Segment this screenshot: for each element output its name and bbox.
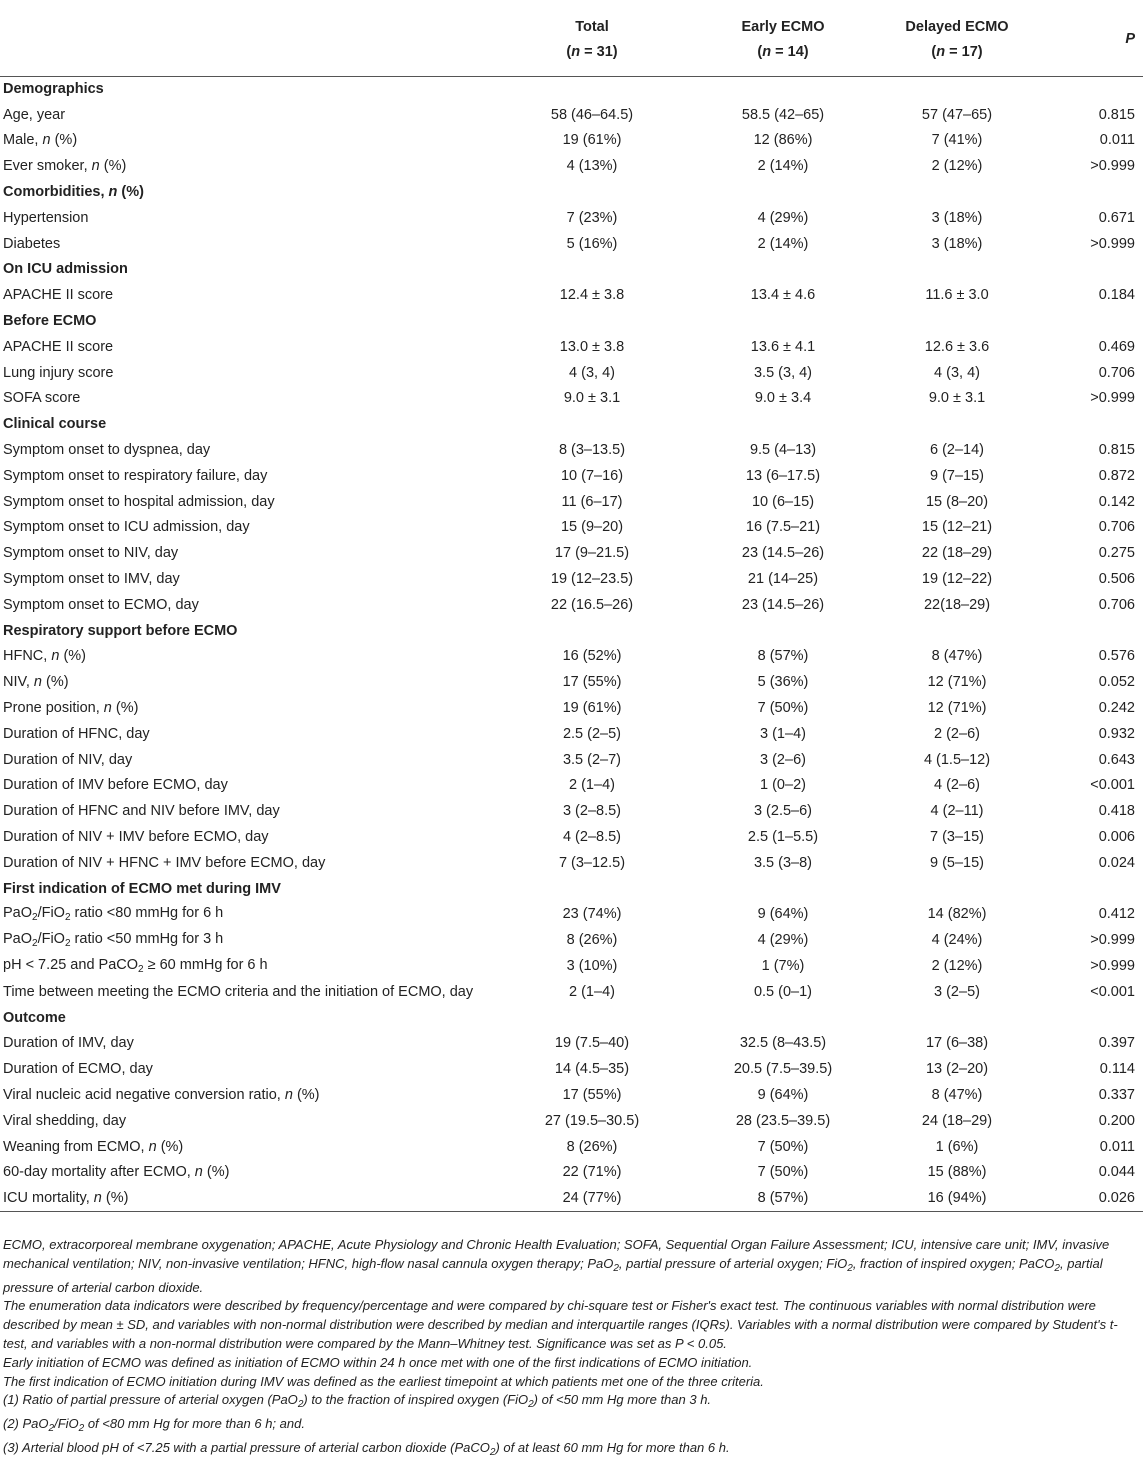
table-row (0, 644, 1143, 670)
footnote: (1) Ratio of partial pressure of arterial oxygen (PaO$_2$) to the fraction of inspired oxygen (FiO$_2$) of <50 mm Hg more than 3 h. (3, 1392, 712, 1411)
table-row (0, 231, 1143, 257)
row-label: Lung injury score (3, 364, 114, 381)
cell-delayed-ecmo: 15 (12–21) (921, 519, 993, 536)
cell-delayed-ecmo: 4 (3, 4) (934, 364, 980, 381)
section-header-row (0, 179, 1143, 205)
cell-total: 2 (1–4) (569, 983, 615, 1000)
cell-total: 27 (19.5–30.5) (544, 1112, 640, 1129)
cell-total: 3 (10%) (566, 957, 618, 974)
cell-delayed-ecmo: 3 (18%) (931, 209, 983, 226)
cell-delayed-ecmo: 8 (47%) (931, 1086, 983, 1103)
cell-total: 5 (16%) (566, 235, 618, 252)
cell-p-value: 0.932 (1098, 725, 1135, 742)
section-header-row (0, 308, 1143, 334)
row-label: Viral shedding, day (3, 1112, 127, 1129)
patient-characteristics-table (0, 4, 1143, 1212)
table-row (0, 850, 1143, 876)
cell-delayed-ecmo: 22 (18–29) (921, 545, 993, 562)
table-row (0, 927, 1143, 953)
cell-early-ecmo: 58.5 (42–65) (741, 106, 825, 123)
cell-p-value: 0.506 (1098, 571, 1135, 588)
cell-delayed-ecmo: 12 (71%) (927, 674, 987, 691)
cell-early-ecmo: 2.5 (1–5.5) (747, 829, 819, 845)
cell-early-ecmo: 28 (23.5–39.5) (735, 1112, 831, 1129)
row-label: HFNC, n (%) (3, 648, 87, 665)
cell-early-ecmo: 3 (1–4) (760, 725, 806, 742)
header-p-value: P (1044, 4, 1143, 76)
row-label: pH < 7.25 and PaCO$_2$ ≥ 60 mmHg for 6 h (3, 956, 268, 975)
cell-total: 9.0 ± 3.1 (563, 390, 621, 407)
cell-total: 12.4 ± 3.8 (559, 287, 625, 304)
cell-delayed-ecmo: 14 (82%) (927, 906, 987, 923)
cell-delayed-ecmo: 12.6 ± 3.6 (924, 338, 990, 355)
cell-early-ecmo: 13.6 ± 4.1 (750, 338, 816, 355)
table-row (0, 1108, 1143, 1134)
cell-delayed-ecmo: 7 (3–15) (929, 829, 984, 845)
cell-p-value: 0.044 (1098, 1164, 1135, 1181)
cell-total: 17 (9–21.5) (554, 545, 630, 562)
cell-total: 17 (55%) (562, 674, 622, 691)
table-row (0, 515, 1143, 541)
row-label: Symptom onset to ECMO, day (3, 596, 199, 613)
table-row (0, 721, 1143, 747)
header-variable (0, 4, 488, 76)
cell-total: 4 (3, 4) (569, 364, 615, 381)
cell-p-value: 0.643 (1098, 751, 1135, 768)
cell-p-value: 0.242 (1098, 700, 1135, 717)
cell-delayed-ecmo: 2 (12%) (931, 158, 983, 175)
cell-p-value: <0.001 (1090, 983, 1135, 1000)
cell-p-value: 0.815 (1098, 106, 1135, 123)
cell-total: 19 (7.5–40) (554, 1035, 630, 1052)
cell-early-ecmo: 3 (2–6) (760, 751, 806, 768)
cell-early-ecmo: 3.5 (3, 4) (753, 364, 813, 381)
cell-delayed-ecmo: 3 (18%) (931, 235, 983, 252)
cell-delayed-ecmo: 24 (18–29) (921, 1112, 993, 1129)
table-row (0, 205, 1143, 231)
cell-early-ecmo: 16 (7.5–21) (745, 519, 821, 536)
row-label: Duration of HFNC and NIV before IMV, day (3, 803, 280, 820)
cell-p-value: 0.815 (1098, 442, 1135, 459)
table-row (0, 902, 1143, 928)
table-row (0, 463, 1143, 489)
footnote: ECMO, extracorporeal membrane oxygenation; APACHE, Acute Physiology and Chronic Health Evaluation; SOFA, Sequential Organ Failure Assessment; ICU, intensive care unit; IMV, invasive mechanical ventilation; NIV, non-invasive ventilation; HFNC, high-flow nasal cannula oxygen therapy; PaO$_2$, partial pressure of arterial oxygen; FiO$_2$, fraction of inspired oxygen; PaCO$_2$, partial pressure of arterial carbon dioxide. (3, 1237, 1110, 1295)
cell-p-value: 0.397 (1098, 1035, 1135, 1052)
cell-delayed-ecmo: 4 (1.5–12) (923, 751, 991, 768)
table-row (0, 128, 1143, 154)
table-row (0, 489, 1143, 515)
table-row (0, 1082, 1143, 1108)
cell-early-ecmo: 13 (6–17.5) (745, 467, 821, 484)
row-label: PaO$_2$/FiO$_2$ ratio <50 mmHg for 3 h (3, 931, 224, 950)
table-row (0, 798, 1143, 824)
cell-early-ecmo: 21 (14–25) (747, 571, 819, 588)
cell-early-ecmo: 9 (64%) (757, 906, 809, 923)
cell-early-ecmo: 9 (64%) (757, 1086, 809, 1103)
section-label: Outcome (3, 1009, 66, 1026)
table-row (0, 953, 1143, 979)
section-header-row (0, 411, 1143, 437)
cell-p-value: >0.999 (1090, 932, 1135, 949)
cell-p-value: >0.999 (1090, 235, 1135, 252)
section-header-row (0, 76, 1143, 102)
row-label: Duration of ECMO, day (3, 1061, 153, 1078)
header-total: Total (n = 31) (488, 4, 696, 76)
cell-p-value: 0.011 (1099, 132, 1135, 149)
cell-delayed-ecmo: 9 (5–15) (929, 854, 984, 871)
cell-delayed-ecmo: 12 (71%) (927, 700, 987, 717)
cell-p-value: 0.006 (1098, 829, 1135, 845)
cell-p-value: 0.469 (1098, 338, 1135, 355)
cell-delayed-ecmo: 9 (7–15) (929, 467, 984, 484)
footnote: (2) PaO$_2$/FiO$_2$ of <80 mm Hg for more than 6 h; and. (3, 1416, 305, 1435)
cell-total: 17 (55%) (562, 1086, 622, 1103)
cell-early-ecmo: 1 (7%) (761, 957, 805, 974)
cell-total: 4 (13%) (566, 158, 618, 175)
cell-total: 16 (52%) (562, 648, 622, 665)
cell-total: 7 (3–12.5) (558, 854, 626, 871)
row-label: ICU mortality, n (%) (0, 1185, 488, 1211)
cell-early-ecmo: 20.5 (7.5–39.5) (733, 1061, 833, 1078)
table-row (0, 1159, 1143, 1185)
footnote: The first indication of ECMO initiation during IMV was defined as the earliest timepoint at which patients met one of the three criteria. (3, 1373, 764, 1389)
cell-p-value: 0.412 (1098, 906, 1135, 923)
cell-p-value: 0.706 (1098, 364, 1135, 381)
table-row (0, 1030, 1143, 1056)
cell-total: 15 (9–20) (560, 519, 624, 536)
row-label: Duration of NIV + IMV before ECMO, day (3, 829, 269, 845)
cell-delayed-ecmo: 6 (2–14) (929, 442, 984, 459)
cell-delayed-ecmo: 15 (88%) (927, 1164, 987, 1181)
cell-total: 2.5 (2–5) (562, 725, 622, 742)
cell-delayed-ecmo: 8 (47%) (931, 648, 983, 665)
cell-early-ecmo: 3.5 (3–8) (753, 854, 813, 871)
table-row (0, 282, 1143, 308)
cell-delayed-ecmo: 13 (2–20) (925, 1061, 989, 1078)
table-row (0, 360, 1143, 386)
section-label: Before ECMO (3, 313, 97, 330)
cell-p-value: 0.184 (1098, 287, 1135, 304)
cell-total: 19 (61%) (562, 132, 622, 149)
cell-total: 22 (16.5–26) (550, 596, 634, 613)
row-label: Time between meeting the ECMO criteria and the initiation of ECMO, day (3, 983, 474, 1000)
cell-total: 13.0 ± 3.8 (559, 338, 625, 355)
row-label: Symptom onset to NIV, day (3, 545, 179, 562)
cell-total: 58 (46–64.5) (550, 106, 634, 123)
cell-early-ecmo: 32.5 (8–43.5) (739, 1035, 827, 1052)
cell-delayed-ecmo: 2 (12%) (931, 957, 983, 974)
row-label: Diabetes (3, 235, 61, 252)
cell-p-value: 0.706 (1098, 596, 1135, 613)
cell-delayed-ecmo: 16 (94%) (870, 1185, 1044, 1211)
cell-p-value: 0.872 (1098, 467, 1135, 484)
cell-delayed-ecmo: 1 (6%) (935, 1138, 979, 1155)
row-label: Age, year (3, 106, 66, 123)
section-header-row (0, 618, 1143, 644)
section-label: Comorbidities, n (%) (3, 184, 144, 201)
section-label: Demographics (3, 81, 104, 98)
cell-p-value: 0.200 (1098, 1112, 1135, 1129)
section-label: Clinical course (3, 416, 107, 433)
cell-delayed-ecmo: 4 (2–6) (934, 777, 980, 794)
cell-early-ecmo: 23 (14.5–26) (741, 545, 825, 562)
row-label: NIV, n (%) (3, 674, 69, 691)
table-row (0, 540, 1143, 566)
cell-delayed-ecmo: 15 (8–20) (925, 493, 989, 510)
cell-early-ecmo: 13.4 ± 4.6 (750, 287, 816, 304)
cell-total: 10 (7–16) (560, 467, 624, 484)
row-label: Viral nucleic acid negative conversion ratio, n (%) (3, 1086, 320, 1103)
cell-total: 2 (1–4) (569, 777, 615, 794)
table-row (0, 334, 1143, 360)
row-label: APACHE II score (3, 287, 114, 304)
cell-total: 19 (12–23.5) (550, 571, 634, 588)
table-body (0, 76, 1143, 1211)
cell-early-ecmo: 9.0 ± 3.4 (754, 390, 812, 407)
footnote: The enumeration data indicators were described by frequency/percentage and were compared by chi-square test or Fisher's exact test. The continuous variables with normal distribution were described by mean ± SD, and variables with non-normal distribution were described by median and interquartile ranges (IQRs). Variables with a normal distribution were compared by Student's t-test, and variables with a non-normal distribution were compared by the Mann–Whitney test. Significance was set as P < 0.05. (3, 1298, 1118, 1351)
row-label: Duration of NIV + HFNC + IMV before ECMO, day (3, 854, 326, 871)
cell-early-ecmo: 1 (0–2) (760, 777, 806, 794)
table-row (0, 1185, 1143, 1211)
table-row (0, 592, 1143, 618)
row-label: SOFA score (3, 390, 81, 407)
section-label: Respiratory support before ECMO (3, 622, 238, 639)
cell-delayed-ecmo: 11.6 ± 3.0 (925, 287, 989, 304)
cell-total: 23 (74%) (562, 906, 622, 923)
section-label: On ICU admission (3, 261, 128, 278)
table-row (0, 773, 1143, 799)
table-row (0, 102, 1143, 128)
cell-early-ecmo: 9.5 (4–13) (749, 442, 817, 459)
row-label: Weaning from ECMO, n (%) (3, 1138, 184, 1155)
cell-early-ecmo: 12 (86%) (753, 132, 813, 149)
cell-delayed-ecmo: 19 (12–22) (921, 571, 993, 588)
row-label: APACHE II score (3, 338, 114, 355)
header-early-ecmo: Early ECMO (n = 14) (696, 4, 870, 76)
cell-delayed-ecmo: 22(18–29) (923, 596, 991, 613)
cell-early-ecmo: 2 (14%) (757, 158, 809, 175)
cell-total: 3 (2–8.5) (562, 803, 622, 820)
table-row (0, 695, 1143, 721)
cell-early-ecmo: 10 (6–15) (751, 493, 815, 510)
section-header-row (0, 1005, 1143, 1031)
cell-early-ecmo: 7 (50%) (757, 700, 809, 717)
cell-total: 8 (3–13.5) (558, 442, 626, 459)
row-label: Duration of IMV, day (3, 1035, 134, 1052)
cell-p-value: >0.999 (1090, 158, 1135, 175)
row-label: Symptom onset to hospital admission, day (3, 493, 275, 510)
table-footnotes (3, 1236, 1141, 1463)
cell-p-value: >0.999 (1090, 957, 1135, 974)
cell-total: 24 (77%) (488, 1185, 696, 1211)
row-label: Ever smoker, n (%) (3, 158, 127, 175)
row-label: Duration of IMV before ECMO, day (3, 777, 228, 794)
cell-total: 8 (26%) (566, 932, 618, 949)
cell-p-value: >0.999 (1090, 390, 1135, 407)
header-delayed-ecmo: Delayed ECMO (n = 17) (870, 4, 1044, 76)
row-label: 60-day mortality after ECMO, n (%) (3, 1164, 230, 1181)
footnote: (3) Arterial blood pH of <7.25 with a partial pressure of arterial carbon dioxide (PaCO$_2$) of at least 60 mm Hg for more than 6 h. (3, 1439, 730, 1458)
cell-delayed-ecmo: 4 (2–11) (930, 803, 984, 820)
cell-early-ecmo: 7 (50%) (757, 1164, 809, 1181)
row-label: Symptom onset to respiratory failure, day (3, 467, 268, 484)
row-label: PaO$_2$/FiO$_2$ ratio <80 mmHg for 6 h (3, 905, 224, 924)
cell-total: 8 (26%) (566, 1138, 618, 1155)
table-row (0, 1056, 1143, 1082)
cell-early-ecmo: 4 (29%) (757, 209, 809, 226)
cell-total: 4 (2–8.5) (562, 829, 622, 845)
cell-early-ecmo: 8 (57%) (757, 648, 809, 665)
cell-p-value: 0.024 (1098, 854, 1135, 871)
table-row (0, 1134, 1143, 1160)
cell-p-value: 0.576 (1098, 648, 1135, 665)
cell-delayed-ecmo: 57 (47–65) (921, 106, 993, 123)
row-label: Symptom onset to dyspnea, day (3, 442, 211, 459)
cell-total: 7 (23%) (566, 209, 618, 226)
cell-delayed-ecmo: 3 (2–5) (934, 983, 980, 1000)
cell-delayed-ecmo: 9.0 ± 3.1 (928, 390, 986, 407)
cell-p-value: 0.114 (1099, 1061, 1135, 1078)
cell-total: 3.5 (2–7) (562, 751, 622, 768)
cell-early-ecmo: 2 (14%) (757, 235, 809, 252)
cell-delayed-ecmo: 7 (41%) (931, 132, 983, 149)
row-label: Symptom onset to IMV, day (3, 571, 180, 588)
cell-p-value: 0.142 (1098, 493, 1135, 510)
cell-early-ecmo: 0.5 (0–1) (753, 983, 813, 1000)
table-row (0, 153, 1143, 179)
table-row (0, 437, 1143, 463)
table-row (0, 669, 1143, 695)
table-row (0, 566, 1143, 592)
cell-early-ecmo: 4 (29%) (757, 932, 809, 949)
cell-p-value: 0.418 (1098, 803, 1135, 820)
cell-delayed-ecmo: 17 (6–38) (925, 1035, 989, 1052)
cell-early-ecmo: 5 (36%) (757, 674, 809, 691)
table-row (0, 979, 1143, 1005)
cell-early-ecmo: 7 (50%) (757, 1138, 809, 1155)
cell-p-value: 0.671 (1098, 209, 1135, 226)
cell-early-ecmo: 8 (57%) (696, 1185, 870, 1211)
cell-total: 14 (4.5–35) (554, 1061, 630, 1078)
cell-p-value: 0.011 (1099, 1138, 1135, 1155)
cell-early-ecmo: 23 (14.5–26) (741, 596, 825, 613)
cell-p-value: 0.706 (1098, 519, 1135, 536)
row-label: Duration of HFNC, day (3, 725, 150, 742)
cell-p-value: 0.275 (1098, 545, 1135, 562)
footnote: Early initiation of ECMO was defined as initiation of ECMO within 24 h once met with one of the first indications of ECMO initiation. (3, 1354, 753, 1370)
cell-total: 11 (6–17) (561, 493, 623, 510)
section-label: First indication of ECMO met during IMV (3, 880, 281, 897)
section-header-row (0, 257, 1143, 283)
row-label: Male, n (%) (3, 132, 78, 149)
table-row (0, 824, 1143, 850)
table-header (0, 4, 1143, 76)
cell-delayed-ecmo: 2 (2–6) (934, 725, 980, 742)
cell-p-value: <0.001 (1090, 777, 1135, 794)
cell-p-value: 0.052 (1098, 674, 1135, 691)
cell-p-value: 0.026 (1044, 1185, 1143, 1211)
row-label: Symptom onset to ICU admission, day (3, 519, 250, 536)
cell-p-value: 0.337 (1098, 1086, 1135, 1103)
row-label: Prone position, n (%) (3, 700, 139, 717)
cell-total: 22 (71%) (562, 1164, 622, 1181)
row-label: Hypertension (3, 209, 89, 226)
table-row (0, 386, 1143, 412)
table-row (0, 747, 1143, 773)
row-label: Duration of NIV, day (3, 751, 133, 768)
cell-early-ecmo: 3 (2.5–6) (753, 803, 813, 820)
cell-total: 19 (61%) (562, 700, 622, 717)
cell-delayed-ecmo: 4 (24%) (931, 932, 983, 949)
section-header-row (0, 876, 1143, 902)
